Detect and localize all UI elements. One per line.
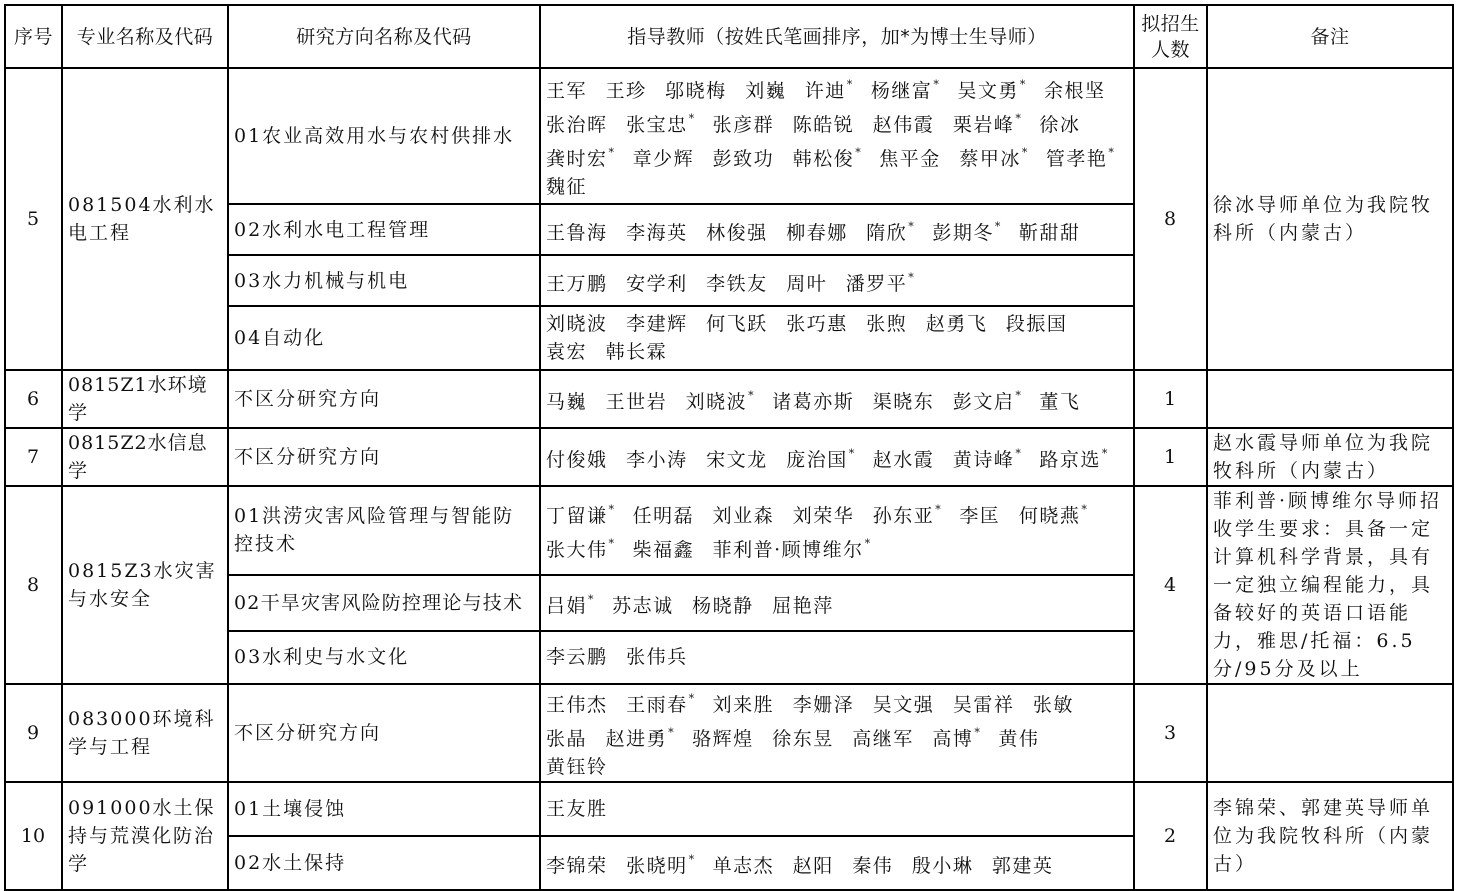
- advisor-name: 刘巍: [745, 80, 787, 102]
- remarks-cell: 徐冰导师单位为我院牧科所（内蒙古）: [1207, 68, 1453, 370]
- header-quota: 拟招生人数: [1134, 5, 1207, 68]
- advisor-name: 赵进勇*: [605, 726, 674, 750]
- advisor-name: 柴福鑫: [632, 539, 695, 562]
- advisor-name: 苏志诚: [612, 594, 674, 617]
- doctoral-supervisor-mark: *: [908, 270, 914, 284]
- advisor-name: 余根坚: [1043, 80, 1106, 102]
- remarks-cell: [1207, 370, 1453, 428]
- advisor-name: 李小涛: [626, 449, 688, 471]
- remarks-cell: 菲利普·顾博维尔导师招收学生要求：具备一定计算机科学背景，具有一定独立编程能力，具备较好的英语口语能力，雅思/托福：6.5分/95分及以上: [1207, 486, 1453, 684]
- advisor-name: 刘荣华: [792, 505, 855, 528]
- advisors-cell: [540, 486, 1134, 575]
- advisors-cell: [540, 204, 1134, 255]
- advisors-cell: [540, 306, 1134, 370]
- seq-cell: 5: [5, 68, 62, 370]
- advisor-name: 郭建英: [991, 855, 1054, 877]
- doctoral-supervisor-mark: *: [1015, 447, 1021, 460]
- advisor-name: 渠晓东: [872, 391, 935, 413]
- doctoral-supervisor-mark: *: [608, 146, 615, 159]
- advisor-name: 栗岩峰*: [952, 112, 1021, 136]
- doctoral-supervisor-mark: *: [1021, 146, 1028, 159]
- advisor-name: 张敏: [1032, 694, 1074, 716]
- advisor-name: 韩长霖: [605, 341, 668, 363]
- direction-cell: 不区分研究方向: [228, 370, 540, 428]
- advisor-name: 王伟杰: [546, 694, 608, 716]
- advisor-name: 魏征: [546, 176, 588, 198]
- advisor-name: 董飞: [1039, 391, 1081, 413]
- advisor-name: 黄钰铃: [546, 756, 608, 778]
- advisors-cell: [540, 575, 1134, 631]
- advisor-name: 赵勇飞: [925, 313, 988, 335]
- advisor-name: 刘来胜: [712, 694, 775, 716]
- table-row: [5, 486, 1453, 575]
- advisor-name: 李建辉: [626, 313, 688, 335]
- doctoral-supervisor-mark: *: [935, 503, 941, 517]
- quota-cell: 1: [1134, 370, 1207, 428]
- advisors-cell: [540, 782, 1134, 836]
- advisor-name: 屈艳萍: [772, 594, 834, 617]
- direction-cell: 01洪涝灾害风险管理与智能防控技术: [228, 486, 540, 575]
- advisor-name: 吕娟*: [546, 592, 594, 617]
- doctoral-supervisor-mark: *: [688, 692, 695, 705]
- advisor-name: 王鲁海: [546, 221, 608, 244]
- advisor-name: 诸葛亦斯: [772, 391, 855, 413]
- advisor-name: 彭致功: [712, 148, 775, 170]
- header-advisors: 指导教师（按姓氏笔画排序，加*为博士生导师）: [540, 5, 1134, 68]
- seq-cell: 8: [5, 486, 62, 684]
- advisor-name: 菲利普·顾博维尔*: [712, 537, 871, 562]
- advisor-name: 李匡: [959, 505, 1001, 528]
- advisor-name: 蔡甲冰*: [959, 146, 1028, 170]
- advisor-name: 黄伟: [998, 728, 1040, 750]
- advisor-name: 吴文强: [872, 694, 935, 716]
- doctoral-supervisor-mark: *: [908, 219, 914, 233]
- advisors-cell: [540, 428, 1134, 486]
- advisor-name: 何飞跃: [706, 313, 768, 335]
- advisor-name: 杨继富*: [870, 78, 939, 102]
- header-major: 专业名称及代码: [62, 5, 228, 68]
- advisor-name: 潘罗平*: [845, 270, 914, 295]
- advisor-name: 路京选*: [1039, 447, 1108, 471]
- table-row: [5, 68, 1453, 204]
- doctoral-supervisor-mark: *: [1015, 389, 1021, 402]
- doctoral-supervisor-mark: *: [846, 78, 853, 91]
- direction-cell: 01农业高效用水与农村供排水: [228, 68, 540, 204]
- seq-cell: 7: [5, 428, 62, 486]
- advisor-name: 王友胜: [546, 798, 608, 820]
- advisor-name: 殷小琳: [911, 855, 974, 877]
- advisor-name: 杨晓静: [692, 594, 754, 617]
- advisors-cell: [540, 370, 1134, 428]
- advisor-name: 宋文龙: [706, 449, 768, 471]
- header-remarks: 备注: [1207, 5, 1453, 68]
- direction-cell: 不区分研究方向: [228, 428, 540, 486]
- advisors-cell: [540, 631, 1134, 685]
- advisor-name: 柳春娜: [786, 221, 848, 244]
- advisor-name: 张宝忠*: [626, 112, 695, 136]
- direction-cell: 03水利史与水文化: [228, 631, 540, 685]
- advisor-name: 王万鹏: [546, 272, 608, 295]
- major-cell: 091000水土保持与荒漠化防治学: [62, 782, 228, 890]
- header-direction: 研究方向名称及代码: [228, 5, 540, 68]
- table-row: [5, 428, 1453, 486]
- advisor-name: 陈皓锐: [792, 114, 855, 136]
- quota-cell: 8: [1134, 68, 1207, 370]
- advisor-name: 王军: [546, 80, 588, 102]
- quota-cell: 2: [1134, 782, 1207, 890]
- advisor-name: 刘晓波: [546, 313, 608, 335]
- advisor-name: 许迪*: [804, 78, 853, 102]
- doctoral-supervisor-mark: *: [855, 146, 861, 159]
- advisor-name: 任明磊: [632, 505, 695, 528]
- advisor-name: 张煦: [866, 313, 908, 335]
- advisor-name: 彭文启*: [952, 389, 1021, 413]
- table-row: [5, 782, 1453, 836]
- advisor-name: 邬晓梅: [665, 80, 727, 102]
- doctoral-supervisor-mark: *: [864, 537, 871, 551]
- doctoral-supervisor-mark: *: [933, 78, 939, 91]
- advisor-name: 张晓明*: [626, 853, 695, 877]
- direction-cell: 02水土保持: [228, 836, 540, 890]
- direction-cell: 01土壤侵蚀: [228, 782, 540, 836]
- advisor-name: 赵伟霞: [872, 114, 935, 136]
- advisor-name: 焦平金: [879, 148, 941, 170]
- seq-cell: 6: [5, 370, 62, 428]
- remarks-cell: [1207, 684, 1453, 782]
- direction-cell: 03水力机械与机电: [228, 255, 540, 306]
- doctoral-supervisor-mark: *: [748, 389, 754, 402]
- advisor-name: 何晓燕*: [1018, 503, 1087, 528]
- advisor-name: 隋欣*: [866, 219, 914, 244]
- advisor-name: 徐冰: [1039, 114, 1081, 136]
- advisor-name: 张彦群: [712, 114, 775, 136]
- advisor-name: 庞治国*: [786, 447, 855, 471]
- doctoral-supervisor-mark: *: [994, 219, 1001, 233]
- quota-cell: 3: [1134, 684, 1207, 782]
- advisors-cell: [540, 255, 1134, 306]
- advisor-name: 韩松俊*: [792, 146, 861, 170]
- doctoral-supervisor-mark: *: [848, 447, 855, 460]
- advisor-name: 张治晖: [546, 114, 608, 136]
- advisor-name: 靳甜甜: [1018, 221, 1081, 244]
- advisor-name: 孙东亚*: [872, 503, 941, 528]
- direction-cell: 02干旱灾害风险防控理论与技术: [228, 575, 540, 631]
- doctoral-supervisor-mark: *: [1081, 503, 1087, 517]
- seq-cell: 10: [5, 782, 62, 890]
- advisor-name: 李海英: [626, 221, 688, 244]
- advisor-name: 李锦荣: [546, 855, 608, 877]
- advisors-cell: [540, 684, 1134, 782]
- doctoral-supervisor-mark: *: [588, 592, 594, 606]
- direction-cell: 04自动化: [228, 306, 540, 370]
- advisor-name: 秦伟: [852, 855, 894, 877]
- advisor-name: 高博*: [932, 726, 980, 750]
- seq-cell: 9: [5, 684, 62, 782]
- doctoral-supervisor-mark: *: [974, 726, 980, 739]
- advisor-name: 丁留谦*: [546, 503, 615, 528]
- advisor-name: 张大伟*: [546, 537, 615, 562]
- advisor-name: 骆辉煌: [692, 728, 754, 750]
- advisor-name: 王雨春*: [626, 692, 695, 716]
- doctoral-supervisor-mark: *: [688, 112, 695, 125]
- header-seq: 序号: [5, 5, 62, 68]
- advisor-name: 王珍: [605, 80, 647, 102]
- advisor-name: 段振国: [1005, 313, 1068, 335]
- advisor-name: 吴文勇*: [957, 78, 1026, 102]
- advisors-cell: [540, 68, 1134, 204]
- major-cell: 081504水利水电工程: [62, 68, 228, 370]
- advisor-name: 黄诗峰*: [952, 447, 1021, 471]
- advisor-name: 李铁友: [706, 272, 768, 295]
- advisor-name: 张巧惠: [786, 313, 848, 335]
- advisors-cell: [540, 836, 1134, 890]
- advisor-name: 单志杰: [712, 855, 775, 877]
- advisor-name: 付俊娥: [546, 449, 608, 471]
- advisor-name: 高继军: [852, 728, 914, 750]
- major-cell: 0815Z1水环境学: [62, 370, 228, 428]
- advisor-name: 李云鹏: [546, 646, 608, 669]
- advisor-name: 王世岩: [605, 391, 668, 413]
- advisor-name: 管孝艳*: [1045, 146, 1114, 170]
- table-row: [5, 370, 1453, 428]
- doctoral-supervisor-mark: *: [608, 503, 615, 517]
- advisor-name: 徐东昱: [772, 728, 834, 750]
- major-cell: 0815Z3水灾害与水安全: [62, 486, 228, 684]
- advisor-name: 马巍: [546, 391, 588, 413]
- advisor-name: 刘晓波*: [685, 389, 754, 413]
- advisor-name: 刘业森: [712, 505, 775, 528]
- direction-cell: 不区分研究方向: [228, 684, 540, 782]
- remarks-cell: 赵水霞导师单位为我院牧科所（内蒙古）: [1207, 428, 1453, 486]
- advisor-name: 林俊强: [706, 221, 768, 244]
- advisor-name: 袁宏: [546, 341, 588, 363]
- advisor-name: 李姗泽: [792, 694, 855, 716]
- major-cell: 0815Z2水信息学: [62, 428, 228, 486]
- quota-cell: 4: [1134, 486, 1207, 684]
- remarks-cell: 李锦荣、郭建英导师单位为我院牧科所（内蒙古）: [1207, 782, 1453, 890]
- doctoral-supervisor-mark: *: [688, 853, 695, 866]
- major-cell: 083000环境科学与工程: [62, 684, 228, 782]
- advisor-name: 章少辉: [632, 148, 695, 170]
- advisor-name: 周叶: [786, 272, 828, 295]
- doctoral-supervisor-mark: *: [1019, 78, 1026, 91]
- doctoral-supervisor-mark: *: [1015, 112, 1021, 125]
- doctoral-supervisor-mark: *: [668, 726, 674, 739]
- direction-cell: 02水利水电工程管理: [228, 204, 540, 255]
- advisor-name: 赵水霞: [872, 449, 935, 471]
- quota-cell: 1: [1134, 428, 1207, 486]
- doctoral-supervisor-mark: *: [1108, 146, 1114, 159]
- advisor-name: 龚时宏*: [546, 146, 615, 170]
- table-row: [5, 684, 1453, 782]
- advisor-name: 张伟兵: [626, 646, 688, 669]
- advisor-name: 赵阳: [792, 855, 834, 877]
- advisor-name: 张晶: [546, 728, 588, 750]
- doctoral-supervisor-mark: *: [1101, 447, 1108, 460]
- enrollment-table: [4, 4, 1454, 891]
- header-row: [5, 5, 1453, 68]
- advisor-name: 安学利: [626, 272, 688, 295]
- advisor-name: 吴雷祥: [952, 694, 1015, 716]
- doctoral-supervisor-mark: *: [608, 537, 615, 551]
- advisor-name: 彭期冬*: [932, 219, 1001, 244]
